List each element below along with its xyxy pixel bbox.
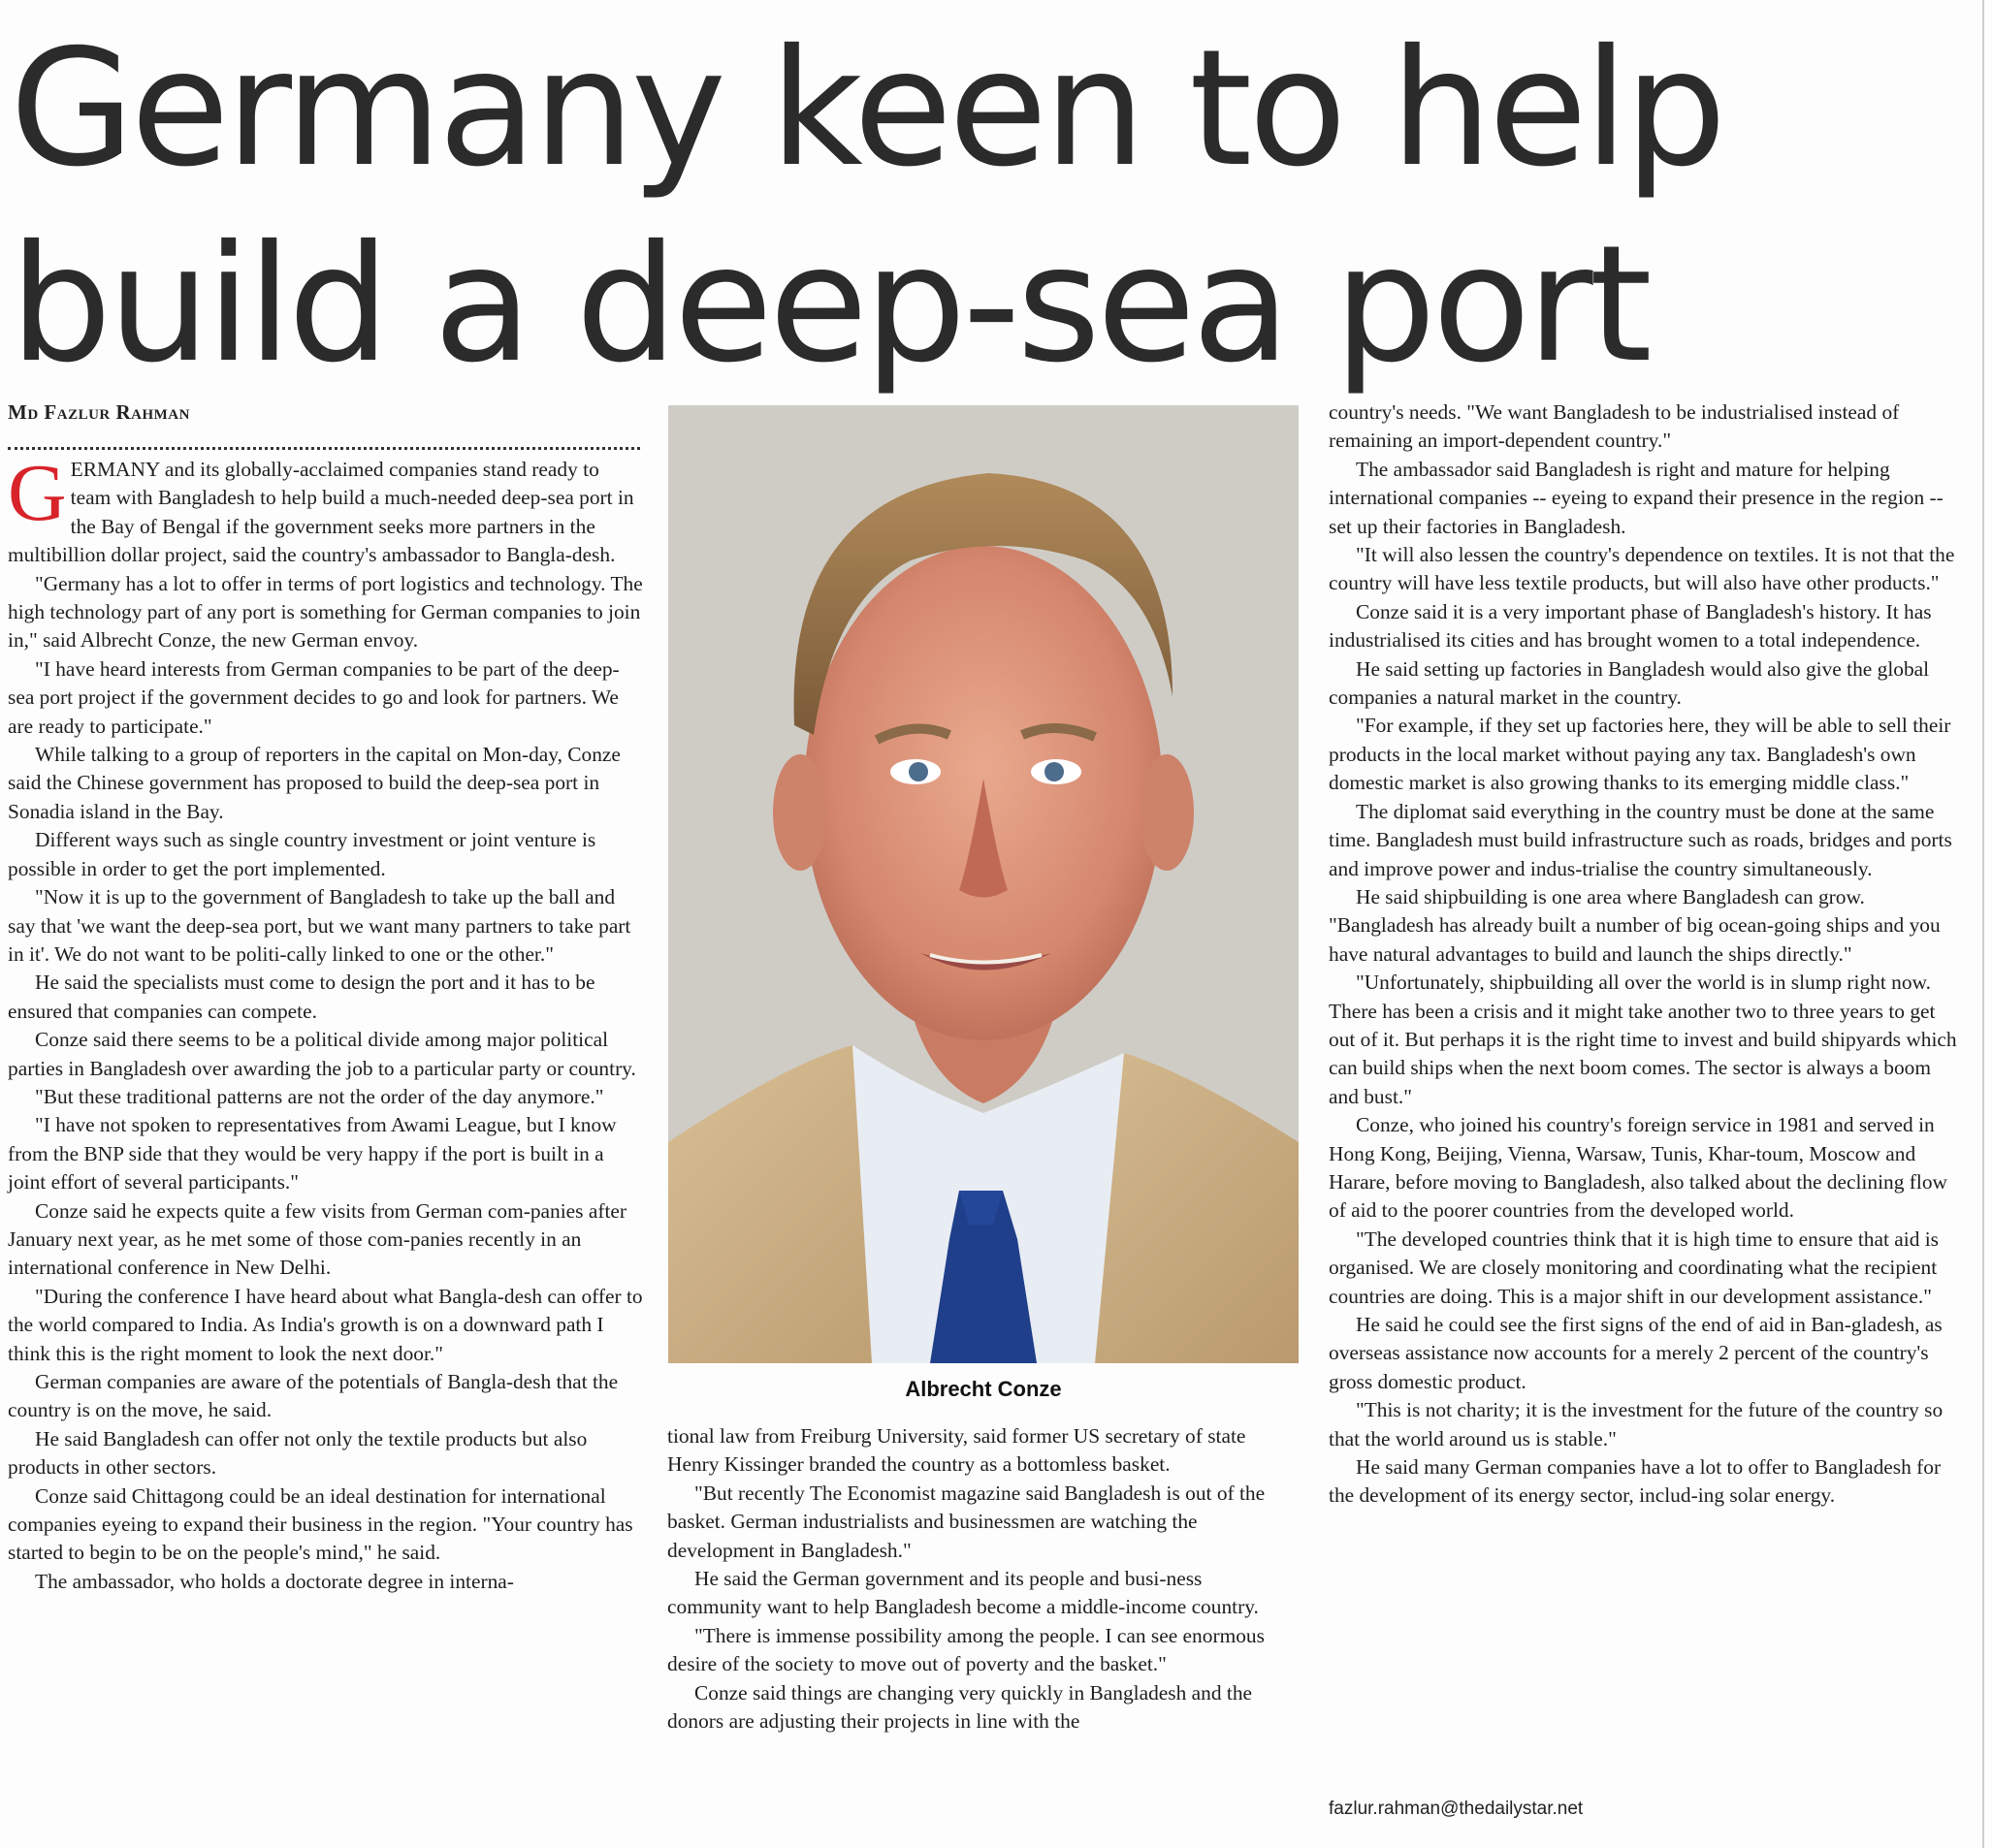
paragraph: Conze said things are changing very quickly in Bangladesh and the donors are adjusting their projects in line with the <box>667 1680 1253 1734</box>
paragraph: He said setting up factories in Bangladesh would also give the global companies a natural market in the country. <box>1329 656 1930 710</box>
paragraph: "The developed countries think that it is high time to ensure that aid is organised. We are closely monitoring and coordinating what the recipient countries are doing. This is a major shift in our development assistance." <box>1329 1227 1940 1308</box>
paragraph: He said the German government and its people and busi-ness community want to help Bangladesh become a middle-income country. <box>667 1567 1259 1619</box>
article-column-3 <box>1329 398 1965 1511</box>
paragraph: "But these traditional patterns are not the order of the day anymore." <box>35 1084 604 1108</box>
portrait-photo <box>668 405 1299 1363</box>
paragraph: Conze said it is a very important phase of Bangladesh's history. It has industrialised its cities and has brought women to a total independence. <box>1329 599 1932 653</box>
headline-line-2: build a deep-sea port <box>10 211 1649 398</box>
paragraph: "But recently The Economist magazine said Bangladesh is out of the basket. German industrialists and businessmen are watching the development in Bangladesh." <box>667 1481 1266 1562</box>
paragraph: "Germany has a lot to offer in terms of port logistics and technology. The high technology part of any port is something for German companies to join in," said Albrecht Conze, the new German envoy. <box>8 571 643 653</box>
paragraph: Different ways such as single country investment or joint venture is possible in order to get the port implemented. <box>8 828 596 880</box>
paragraph: Conze said Chittagong could be an ideal destination for international companies eyeing to expand their business in the region. "Your country has started to begin to be on the people's mind," he said. <box>8 1483 633 1565</box>
paragraph: "This is not charity; it is the investment for the future of the country so that the world around us is stable." <box>1329 1398 1944 1450</box>
paragraph: "Now it is up to the government of Bangladesh to take up the ball and say that 'we want the deep-sea port, but we want many partners to take part in it'. We do not want to be politi-cally linked to one or the other." <box>8 885 631 966</box>
lead-paragraph <box>8 448 644 570</box>
paragraph: He said he could see the first signs of the end of aid in Ban-gladesh, as overseas assistance now accounts for a merely 2 percent of the country's gross domestic product. <box>1329 1313 1943 1393</box>
paragraph: The ambassador said Bangladesh is right and mature for helping international companies -- eyeing to expand their presence in the region -- set up their factories in Bangladesh. <box>1329 457 1944 538</box>
paragraph: He said many German companies have a lot to offer to Bangladesh for the development of its energy sector, includ-ing solar energy. <box>1329 1455 1942 1508</box>
headline-line-1: Germany keen to help <box>10 16 1723 203</box>
paragraph: Conze said there seems to be a political divide among major political parties in Bangladesh over awarding the job to a particular party or country. <box>8 1028 636 1080</box>
paragraph: tional law from Freiburg University, said former US secretary of state Henry Kissinger branded the country as a bottomless basket. <box>667 1424 1246 1477</box>
paragraph: "During the conference I have heard about what Bangla-desh can offer to the world compared to India. As India's growth is on a downward path I think this is the right moment to look the next door." <box>8 1284 643 1365</box>
paragraph: German companies are aware of the potentials of Bangla-desh that the country is on the move, he said. <box>8 1370 619 1422</box>
portrait-illustration <box>668 405 1299 1363</box>
page-edge-rule <box>1982 0 1984 1848</box>
author-email: fazlur.rahman@thedailystar.net <box>1329 1799 1584 1819</box>
paragraph: He said the specialists must come to design the port and it has to be ensured that companies can compete. <box>8 971 595 1023</box>
paragraph: "For example, if they set up factories here, they will be able to sell their products in the local market without paying any tax. Bangladesh's own domestic market is also growing thanks to its emerging middle class." <box>1329 714 1951 795</box>
paragraph: "I have not spoken to representatives from Awami League, but I know from the BNP side that they would be very happy if the port is built in a joint effort of several participants." <box>8 1113 617 1195</box>
paragraph: The diplomat said everything in the country must be done at the same time. Bangladesh must build infrastructure such as roads, bridges and ports and improve power and indus-trialise the country simultaneously. <box>1329 799 1952 880</box>
lead-text: ERMANY and its globally-acclaimed companies stand ready to team with Bangladesh to help build a much-needed deep-sea port in the Bay of Bengal if the government seeks more partners in the multibillion dollar project, said the country's ambassador to Bangla-desh. <box>8 458 634 567</box>
paragraph: The ambassador, who holds a doctorate degree in interna- <box>35 1569 514 1593</box>
paragraph: "There is immense possibility among the people. I can see enormous desire of the society to move out of poverty and the basket." <box>667 1623 1265 1676</box>
paragraph: He said Bangladesh can offer not only the textile products but also products in other sectors. <box>8 1426 588 1480</box>
paragraph: "It will also lessen the country's dependence on textiles. It is not that the country will have less textile products, but will also have other products." <box>1329 543 1955 595</box>
paragraph: Conze said he expects quite a few visits from German com-panies after January next year, as he met some of those com-panies recently in an international conference in New Delhi. <box>8 1198 627 1280</box>
drop-cap: G <box>8 448 67 538</box>
photo-caption: Albrecht Conze <box>905 1377 1062 1401</box>
byline: Md Fazlur Rahman <box>8 400 640 450</box>
paragraph: While talking to a group of reporters in the capital on Mon-day, Conze said the Chinese government has proposed to build the deep-sea port in Sonadia island in the Bay. <box>8 743 621 823</box>
article-column-1 <box>8 448 644 1596</box>
headline <box>10 12 1969 403</box>
paragraph: He said shipbuilding is one area where Bangladesh can grow. "Bangladesh has already built a number of big ocean-going ships and you have natural advantages to build and launch the ships directly." <box>1329 884 1941 966</box>
article-column-2 <box>667 1422 1301 1736</box>
paragraph: country's needs. "We want Bangladesh to be industrialised instead of remaining an import-dependent country." <box>1329 400 1900 453</box>
paragraph: Conze, who joined his country's foreign service in 1981 and served in Hong Kong, Beijing, Vienna, Warsaw, Tunis, Khar-toum, Moscow and Harare, before moving to Bangladesh, also talked about the declining flow of aid to the poorer countries from the developed world. <box>1329 1113 1947 1223</box>
paragraph: "Unfortunately, shipbuilding all over the world is in slump right now. There has been a crisis and it might take another two to three years to get out of it. But perhaps it is the right time to invest and build shipyards which can build ships when the next boom comes. The sector is always a boom and bust." <box>1329 971 1957 1108</box>
paragraph: "I have heard interests from German companies to be part of the deep-sea port project if the government decides to go and look for partners. We are ready to participate." <box>8 656 620 738</box>
